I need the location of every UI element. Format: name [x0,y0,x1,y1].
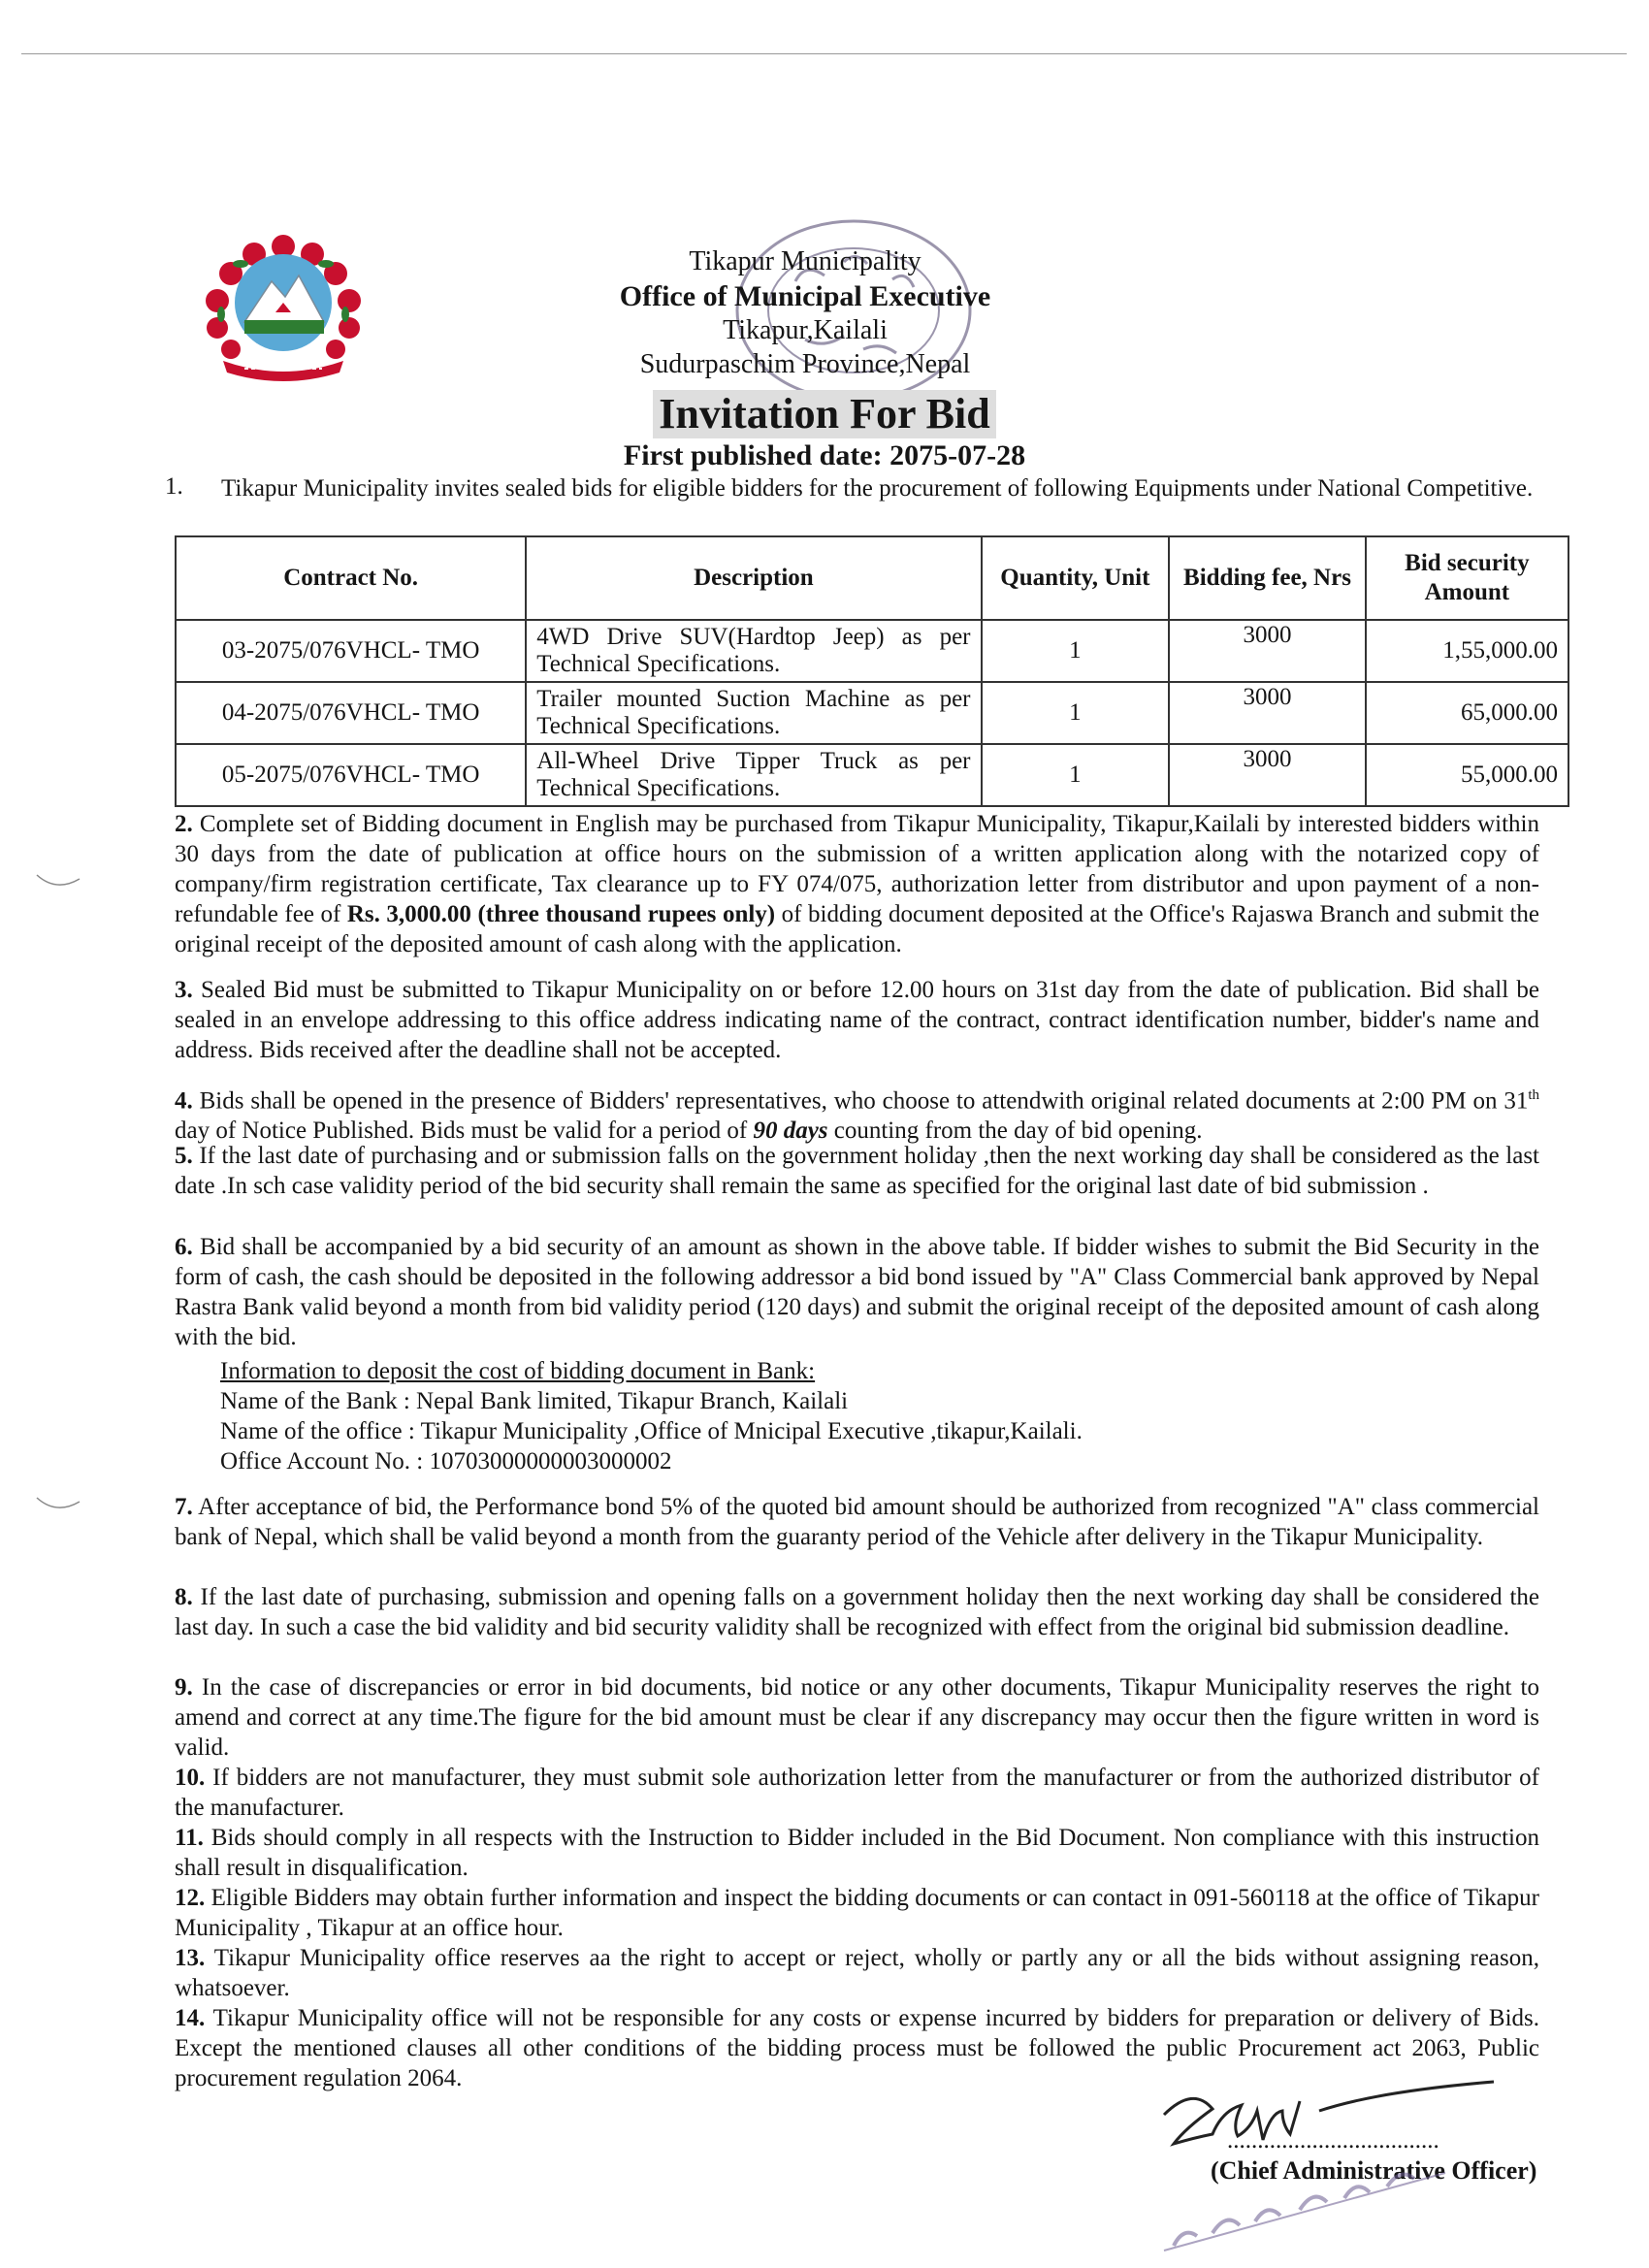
para4-text-c: counting from the day of bid opening. [827,1118,1203,1145]
para1-text: Tikapur Municipality invites sealed bids for eligible bidders for the procurement of following Equipments under National Competitive. [221,475,1534,502]
cell-description: Trailer mounted Suction Machine as per Technical Specifications. [526,682,981,744]
officer-stamp [1154,2154,1465,2260]
para2-text-b: of bidding document deposited at the Office's Rajaswa Branch and submit the original receipt of the deposited amount of cash along with the application. [175,901,1539,957]
cell-contract: 05-2075/076VHCL- TMO [176,744,526,806]
para6-number: 6. [175,1234,193,1260]
para2-number: 2. [175,811,193,837]
signature-dotted-line: ................................... [1227,2127,1439,2154]
para-11 [175,1823,1539,1883]
table-row [176,682,1568,744]
office-name: Office of Municipal Executive [619,280,991,312]
para11-number: 11. [175,1825,204,1851]
para-13 [175,1943,1539,2003]
cell-contract: 03-2075/076VHCL- TMO [176,620,526,682]
para-10 [175,1763,1539,1823]
para-12 [175,1883,1539,1943]
para-3 [175,975,1539,1065]
letterhead [417,244,1193,382]
bid-table [175,535,1569,807]
para9-text: In the case of discrepancies or error in bid documents, bid notice or any other documents, Tikapur Municipality reserves the right to amend and correct at any time.The figure for the bid amount must be clear if any discrepancy may occur then the figure written in word is valid. [175,1674,1539,1761]
para4-superscript: th [1528,1087,1539,1103]
page-title: Invitation For Bid [653,390,995,438]
bank-office-name: Name of the office : Tikapur Municipality ,Office of Mnicipal Executive ,tikapur,Kailali. [220,1418,1083,1444]
bank-info [220,1356,1083,1476]
col-quantity: Quantity, Unit [982,536,1170,620]
para4-validity: 90 days [753,1118,828,1145]
para-6 [175,1232,1539,1352]
para7-number: 7. [175,1494,193,1520]
para-7 [175,1492,1539,1552]
para8-number: 8. [175,1584,193,1610]
cell-security: 1,55,000.00 [1366,620,1568,682]
para10-number: 10. [175,1765,206,1791]
para5-number: 5. [175,1143,193,1169]
para10-text: If bidders are not manufacturer, they must submit sole authorization letter from the manufacturer or from the authorized distributor of the manufacturer. [175,1765,1539,1821]
cell-security: 65,000.00 [1366,682,1568,744]
bank-account-no: Office Account No. : 10703000000003000002 [220,1448,672,1474]
para6-text: Bid shall be accompanied by a bid security of an amount as shown in the above table. If bidder wishes to submit the Bid Security in the form of cash, the cash should be deposited in the following addressor a bid bond issued by "A" Class Commercial bank approved by Nepal Rastra Bank valid beyond a month from bid validity period (120 days) and submit the original receipt of the deposited amount of cash along with the bid. [175,1234,1539,1350]
col-description: Description [526,536,981,620]
para11-text: Bids should comply in all respects with the Instruction to Bidder included in the Bid Document. Non compliance with this instruction shall result in disqualification. [175,1825,1539,1881]
col-bid-security: Bid security Amount [1366,536,1568,620]
cell-qty: 1 [982,682,1170,744]
para-2 [175,809,1539,959]
para5-text: If the last date of purchasing and or submission falls on the government holiday ,then the next working day shall be considered as the last date .In sch case validity period of the bid security shall remain the same as specified for the original last date of bid submission . [175,1143,1539,1199]
para14-number: 14. [175,2005,206,2031]
table-row [176,620,1568,682]
margin-mark [34,1494,82,1513]
margin-mark [34,871,82,891]
para12-text: Eligible Bidders may obtain further information and inspect the bidding documents or can contact in 091-560118 at the office of Tikapur Municipality , Tikapur at an office hour. [175,1885,1539,1941]
para3-number: 3. [175,977,193,1003]
bank-info-heading: Information to deposit the cost of bidding document in Bank: [220,1358,816,1384]
para4-number: 4. [175,1087,193,1115]
para1-number: 1. [165,473,183,500]
para4-text-b: day of Notice Published. Bids must be valid for a period of [175,1118,754,1145]
table-row [176,744,1568,806]
para13-number: 13. [175,1945,206,1971]
para2-text-a: Complete set of Bidding document in English may be purchased from Tikapur Municipality, Tikapur,Kailali by interested bidders within 30 days from the date of publication at office hours on the submission of a written application along with the notarized copy of company/firm registration certificate, Tax clearance up to FY 074/075, authorization letter from distributor and upon payment of a non-refundable fee of [175,811,1539,927]
para-5 [175,1141,1539,1201]
para3-text: Sealed Bid must be submitted to Tikapur Municipality on or before 12.00 hours on 31st day from the date of publication. Bid shall be sealed in an envelope addressing to this office address indicating name of the contract, contract identification number, bidder's name and address. Bids received after the deadline shall not be accepted. [175,977,1539,1063]
cell-fee: 3000 [1169,744,1366,806]
cell-fee: 3000 [1169,682,1366,744]
para-9 [175,1672,1539,1763]
cell-qty: 1 [982,744,1170,806]
para13-text: Tikapur Municipality office reserves aa the right to accept or reject, wholly or partly any or all the bids without assigning reason, whatsoever. [175,1945,1539,2001]
cell-security: 55,000.00 [1366,744,1568,806]
cell-fee: 3000 [1169,620,1366,682]
para14-text: Tikapur Municipality office will not be responsible for any costs or expense incurred by bidders for preparation or delivery of Bids. Except the mentioned clauses all other conditions of the bidding process must be followed the public Procurement act 2063, Public procurement regulation 2064. [175,2005,1539,2091]
office-location: Tikapur,Kailali [723,315,888,345]
para-8 [175,1582,1539,1642]
para8-text: If the last date of purchasing, submission and opening falls on a government holiday then the next working day shall be considered the last day. In such a case the bid validity and bid security validity shall be recognized with effect from the original bid submission deadline. [175,1584,1539,1640]
para9-number: 9. [175,1674,193,1701]
table-header-row [176,536,1568,620]
cell-description: All-Wheel Drive Tipper Truck as per Technical Specifications. [526,744,981,806]
para12-number: 12. [175,1885,206,1911]
published-date: First published date: 2075-07-28 [623,439,1026,471]
col-contract-no: Contract No. [176,536,526,620]
cell-contract: 04-2075/076VHCL- TMO [176,682,526,744]
signatory-title: (Chief Administrative Officer) [1211,2156,1537,2185]
bank-name: Name of the Bank : Nepal Bank limited, Tikapur Branch, Kailali [220,1388,849,1414]
title-wrapper [0,390,1649,438]
cell-qty: 1 [982,620,1170,682]
para4-text-a: Bids shall be opened in the presence of Bidders' representatives, who choose to attendwith original related documents at 2:00 PM on 31 [192,1087,1529,1115]
para-4 [175,1081,1539,1146]
para7-text: After acceptance of bid, the Performance bond 5% of the quoted bid amount should be authorized from recognized "A" class commercial bank of Nepal, which shall be valid beyond a month from the guaranty period of the Vehicle after delivery in the Tikapur Municipality. [175,1494,1539,1550]
col-bidding-fee: Bidding fee, Nrs [1169,536,1366,620]
top-rule [21,53,1627,54]
cell-description: 4WD Drive SUV(Hardtop Jeep) as per Technical Specifications. [526,620,981,682]
para2-fee-text: Rs. 3,000.00 (three thousand rupees only) [346,901,776,927]
nepal-emblem-icon [194,225,373,385]
municipality-name: Tikapur Municipality [689,246,922,276]
office-province: Sudurpaschim Province,Nepal [639,349,971,379]
